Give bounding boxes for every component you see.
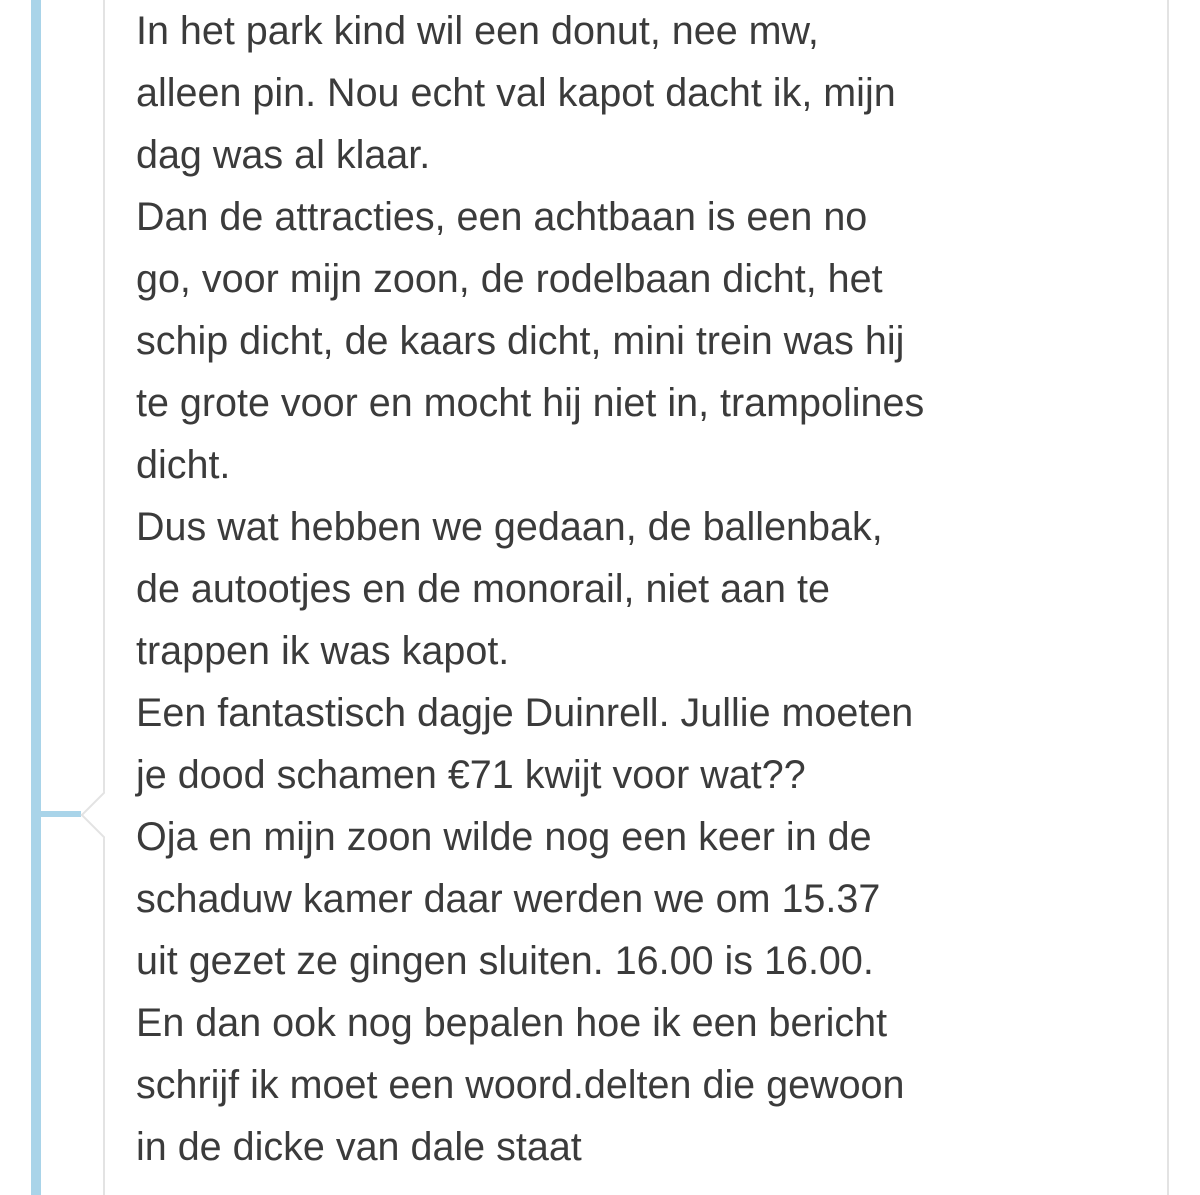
comment-line: En dan ook nog bepalen hoe ik een bericht (136, 1001, 888, 1045)
comment-line: alleen pin. Nou echt val kapot dacht ik, mijn (136, 71, 896, 115)
comment-line: Oja en mijn zoon wilde nog een keer in de (136, 815, 872, 859)
comment-line: uit gezet ze gingen sluiten. 16.00 is 16.00. (136, 939, 874, 983)
comment-line: schaduw kamer daar werden we om 15.37 (136, 877, 881, 921)
comment-line: Dan de attracties, een achtbaan is een no (136, 195, 868, 239)
comment-line: go, voor mijn zoon, de rodelbaan dicht, het (136, 257, 883, 301)
comment-line: dicht. (136, 443, 231, 487)
comment-line: trappen ik was kapot. (136, 629, 510, 673)
timeline-line (31, 0, 41, 1195)
comment-card-pointer-mask (105, 770, 135, 860)
comment-line: in de dicke van dale staat (136, 1125, 582, 1169)
comment-line: Dus wat hebben we gedaan, de ballenbak, (136, 505, 883, 549)
comment-line: dag was al klaar. (136, 133, 431, 177)
comment-line: de autootjes en de monorail, niet aan te (136, 567, 830, 611)
comment-body (136, 0, 1136, 1178)
comment-line: In het park kind wil een donut, nee mw, (136, 9, 819, 53)
comment-line: te grote voor en mocht hij niet in, trampolines (136, 381, 925, 425)
comment-line: schip dicht, de kaars dicht, mini trein was hij (136, 319, 905, 363)
comment-line: je dood schamen €71 kwijt voor wat?? (136, 753, 806, 797)
comment-line: Een fantastisch dagje Duinrell. Jullie moeten (136, 691, 914, 735)
timeline-connector (37, 811, 81, 817)
comment-line: schrijf ik moet een woord.delten die gewoon (136, 1063, 905, 1107)
